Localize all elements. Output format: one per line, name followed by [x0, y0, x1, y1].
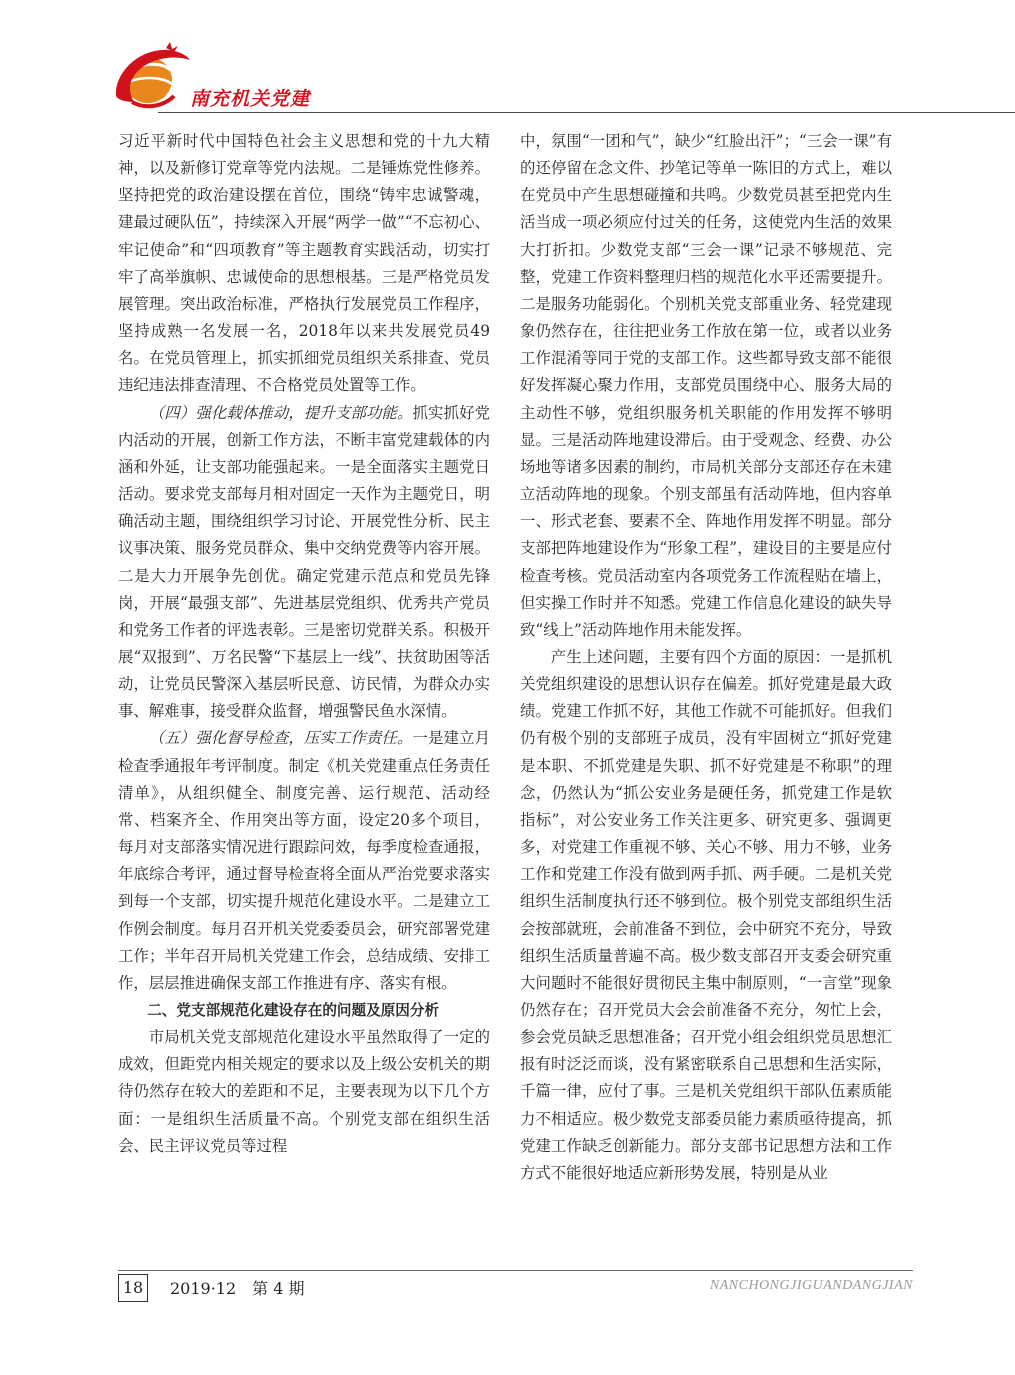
- brand-title: 南充机关党建: [190, 88, 311, 110]
- page-header: [0, 0, 1015, 140]
- paragraph-lead: （五）强化督导检查，压实工作责任。: [148, 729, 413, 748]
- paragraph: [118, 400, 490, 726]
- paragraph-continued: 中，氛围“一团和气”，缺少“红脸出汗”；“三会一课”有的还停留在念文件、抄笔记等单一陈旧的方式上，难以在党员中产生思想碰撞和共鸣。少数党员甚至把党内生活当成一项必须应付过关的任务，这使党内生活的效果大打折扣。少数党支部“三会一课”记录不够规范、完整，党建工作资料整理归档的规范化水平还需要提升。二是服务功能弱化。个别机关党支部重业务、轻党建现象仍然存在，往往把业务工作放在第一位，或者以业务工作混淆等同于党的支部工作。这些都导致支部不能很好发挥凝心聚力作用，支部党员围绕中心、服务大局的主动性不够，党组织服务机关职能的作用发挥不够明显。三是活动阵地建设滞后。由于受观念、经费、办公场地等诸多因素的制约，市局机关部分支部还存在未建立活动阵地的现象。个别支部虽有活动阵地，但内容单一、形式老套、要素不全、阵地作用发挥不明显。部分支部把阵地建设作为“形象工程”，建设目的主要是应付检查考核。党员活动室内各项党务工作流程贴在墙上，但实操工作时并不知悉。党建工作信息化建设的缺失导致“线上”活动阵地作用未能发挥。: [520, 132, 892, 639]
- footer-brand: NANCHONGJIGUANDANGJIAN: [709, 1278, 913, 1293]
- paragraph: [520, 644, 892, 1187]
- paragraph-lead: （四）强化载体推动，提升支部功能。: [148, 403, 413, 422]
- header-rule: [158, 112, 1015, 113]
- paragraph-continued: 习近平新时代中国特色社会主义思想和党的十九大精神，以及新修订党章等党内法规。二是锤炼党性修养。坚持把党的政治建设摆在首位，围绕“铸牢忠诚警魂，建最过硬队伍”，持续深入开展“两学一做”“不忘初心、牢记使命”和“四项教育”等主题教育实践活动，切实打牢了高举旗帜、忠诚使命的思想根基。三是严格党员发展管理。突出政治标准，严格执行发展党员工作程序，坚持成熟一名发展一名，2018年以来共发展党员49名。在党员管理上，抓实抓细党员组织关系排查、党员违纪违法排查清理、不合格党员处置等工作。: [118, 132, 490, 395]
- red-ribbon-globe-logo-icon: [112, 40, 192, 112]
- paragraph: [118, 725, 490, 997]
- paragraph-body: 一是建立月检查季通报年考评制度。制定《机关党建重点任务责任清单》，从组织健全、制度完善、运行规范、活动经常、档案齐全、作用突出等方面，设定20多个项目，每月对支部落实情况进行跟踪问效，每季度检查通报，年底综合考评，通过督导检查将全面从严治党要求落实到每一个支部，切实提升规范化建设水平。二是建立工作例会制度。每月召开机关党委委员会，研究部署党建工作；半年召开局机关党建工作会，总结成绩、安排工作，层层推进确保支部工作推进有序、落实有根。: [118, 729, 490, 992]
- section-heading: 二、党支部规范化建设存在的问题及原因分析: [147, 1002, 440, 1019]
- footer-rule: [118, 1270, 913, 1271]
- page-number: 18: [118, 1274, 148, 1302]
- right-column: [520, 128, 892, 1268]
- paragraph-body: 产生上述问题，主要有四个方面的原因：一是抓机关党组织建设的思想认识存在偏差。抓好党建是最大政绩。党建工作抓不好，其他工作就不可能抓好。但我们仍有极个别的支部班子成员，没有牢固树立“抓好党建是本职、不抓党建是失职、抓不好党建是不称职”的理念，仍然认为“抓公安业务是硬任务，抓党建工作是软指标”，对公安业务工作关注更多、研究更多、强调更多，对党建工作重视不够、关心不够、用力不够，业务工作和党建工作没有做到两手抓、两手硬。二是机关党组织生活制度执行还不够到位。极个别党支部组织生活会按部就班，会前准备不到位，会中研究不充分，导致组织生活质量普遍不高。极少数支部召开支委会研究重大问题时不能很好贯彻民主集中制原则，“一言堂”现象仍然存在；召开党员大会会前准备不充分，匆忙上会，参会党员缺乏思想准备；召开党小组会组织党员思想汇报有时泛泛而谈，没有紧密联系自己思想和生活实际，千篇一律，应付了事。三是机关党组织干部队伍素质能力不相适应。极少数党支部委员能力素质亟待提高，抓党建工作缺乏创新能力。部分支部书记思想方法和工作方式不能很好地适应新形势发展，特别是从业: [520, 647, 892, 1182]
- issue-info: 2019·12 第 4 期: [170, 1279, 305, 1298]
- left-column: [118, 128, 490, 1268]
- paragraph-body: 抓实抓好党内活动的开展，创新工作方法，不断丰富党建载体的内涵和外延，让支部功能强起来。一是全面落实主题党日活动。要求党支部每月相对固定一天作为主题党日，明确活动主题，围绕组织学习讨论、开展党性分析、民主议事决策、服务党员群众、集中交纳党费等内容开展。二是大力开展争先创优。确定党建示范点和党员先锋岗，开展“最强支部”、先进基层党组织、优秀共产党员和党务工作者的评选表彰。三是密切党群关系。积极开展“双报到”、万名民警“下基层上一线”、扶贫助困等活动，让党员民警深入基层听民意、访民情，为群众办实事、解难事，接受群众监督，增强警民鱼水深情。: [118, 403, 490, 721]
- paragraph-body: 市局机关党支部规范化建设水平虽然取得了一定的成效，但距党内相关规定的要求以及上级公安机关的期待仍然存在较大的差距和不足，主要表现为以下几个方面：一是组织生活质量不高。个别党支部在组织生活会、民主评议党员等过程: [118, 1028, 490, 1155]
- paragraph: [118, 1024, 490, 1160]
